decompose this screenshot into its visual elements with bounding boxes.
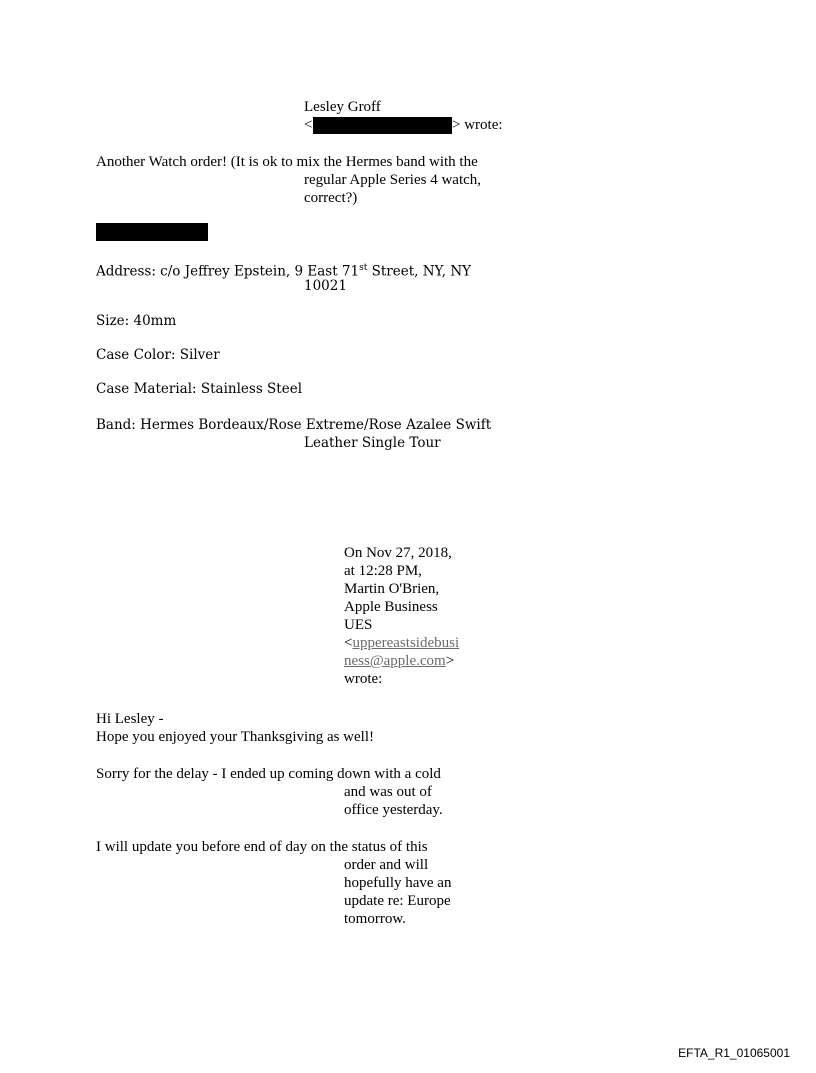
reply-header-2: at 12:28 PM, xyxy=(344,563,422,579)
sender-email-open: < xyxy=(304,117,313,133)
document-id: EFTA_R1_01065001 xyxy=(678,1046,790,1060)
spec-case-color: Case Color: Silver xyxy=(96,347,220,363)
reply-greeting: Hi Lesley - xyxy=(96,711,164,727)
redaction-email xyxy=(313,117,452,134)
reply-p2-line-2: and was out of xyxy=(344,784,432,800)
reply-header-1: On Nov 27, 2018, xyxy=(344,545,452,561)
reply-p3-line-1: I will update you before end of day on the status of this xyxy=(96,839,428,855)
address-text: Address: c/o Jeffrey Epstein, 9 East 71 xyxy=(96,263,360,280)
reply-header-4: Apple Business xyxy=(344,599,438,615)
reply-p2-line-1: Sorry for the delay - I ended up coming down with a cold xyxy=(96,766,441,782)
spec-band-line-1: Band: Hermes Bordeaux/Rose Extreme/Rose Azalee Swift xyxy=(96,417,492,433)
reply-header-3: Martin O'Brien, xyxy=(344,581,440,597)
reply-email-link-part-2[interactable]: ness@apple.com xyxy=(344,653,446,669)
reply-p3-line-4: update re: Europe xyxy=(344,893,451,909)
reply-email-close: > xyxy=(445,653,455,669)
reply-email-line-2 xyxy=(344,652,454,670)
reply-email-link-part-1[interactable]: uppereastsidebusi xyxy=(352,635,460,651)
order-line-3: correct?) xyxy=(304,190,358,206)
reply-header-5: UES xyxy=(344,617,373,633)
spec-case-material: Case Material: Stainless Steel xyxy=(96,381,303,397)
order-line-2: regular Apple Series 4 watch, xyxy=(304,172,482,188)
redaction-block xyxy=(96,223,208,241)
order-line-1: Another Watch order! (It is ok to mix the Hermes band with the xyxy=(96,154,478,170)
address-rest: Street, NY, NY xyxy=(367,263,472,280)
reply-p3-line-3: hopefully have an xyxy=(344,875,452,891)
reply-p3-line-2: order and will xyxy=(344,857,429,873)
spec-size: Size: 40mm xyxy=(96,313,177,329)
reply-p3-line-5: tomorrow. xyxy=(344,911,406,927)
address-superscript: st xyxy=(359,263,368,273)
address-zip: 10021 xyxy=(304,278,347,294)
reply-header-wrote: wrote: xyxy=(344,671,383,687)
spec-band-line-2: Leather Single Tour xyxy=(304,435,441,451)
reply-email-line-1 xyxy=(344,634,459,652)
address-line xyxy=(96,259,471,281)
reply-p2-line-3: office yesterday. xyxy=(344,802,443,818)
reply-line-1: Hope you enjoyed your Thanksgiving as well! xyxy=(96,729,375,745)
sender-wrote: > wrote: xyxy=(452,117,503,133)
reply-email-open: < xyxy=(344,635,353,651)
sender-name: Lesley Groff xyxy=(304,99,381,115)
